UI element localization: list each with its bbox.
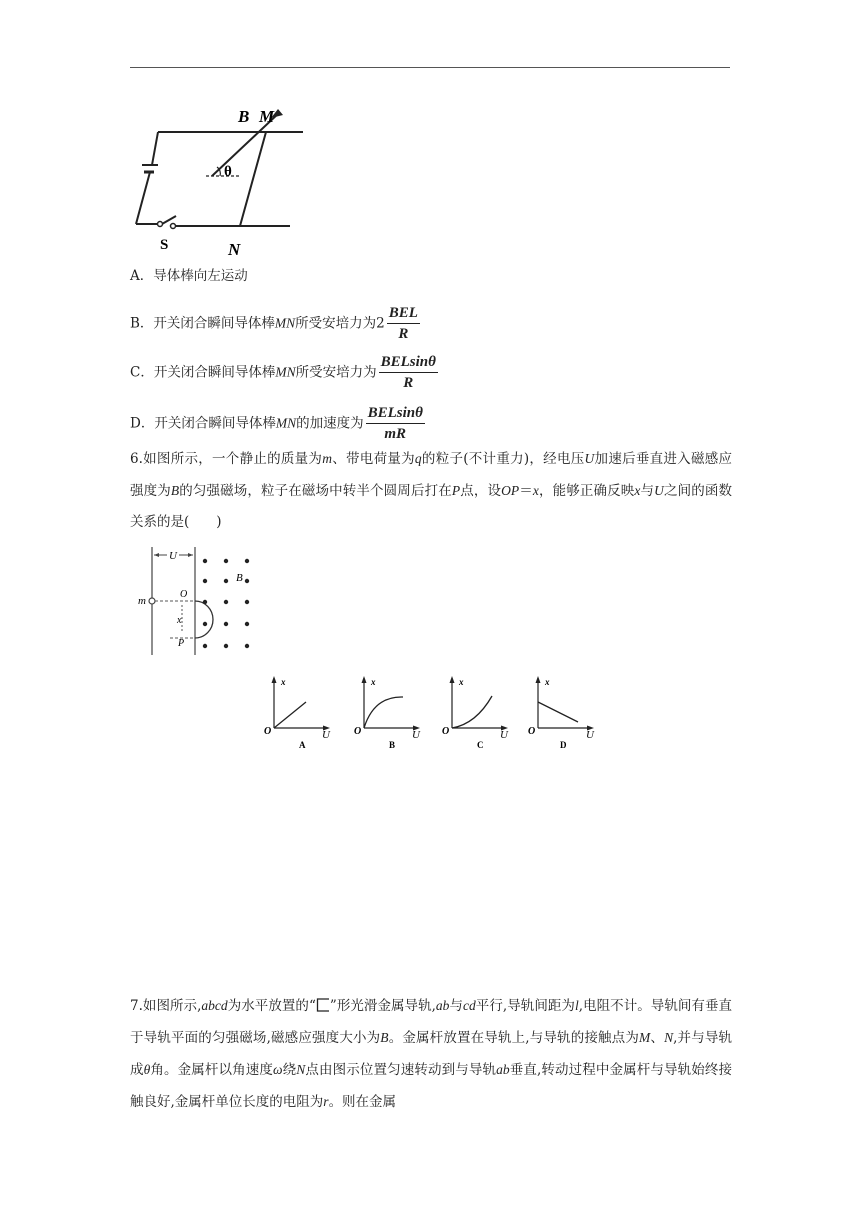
label-M: M [259,107,275,126]
svg-text:x: x [459,677,464,687]
curve-a [274,702,306,728]
graph-d [528,676,595,750]
svg-text:A: A [299,740,306,750]
svg-text:x: x [371,677,376,687]
q5-option-a: A．导体棒向左运动 [130,268,248,284]
label-O: O [180,589,188,600]
curve-b [364,697,403,728]
svg-text:O: O [354,726,362,737]
curve-d [538,702,578,722]
label-m: m [138,595,146,607]
rail-shape-icon [316,998,330,1012]
fraction-c: $\frac{\text{BELsinθ}}{R}$ [380,354,436,391]
graph-a [264,676,331,750]
circuit-figure [128,100,313,260]
answer-graphs [262,672,602,754]
graph-c [442,676,509,750]
svg-text:B: B [389,740,396,750]
q5-option-d: D．开关闭合瞬间导体棒MN的加速度为 $\frac{\text{BELsinθ}}{mR}$ [130,405,423,442]
curve-c [452,696,492,728]
particle [149,598,155,604]
question-6: 6.如图所示，一个静止的质量为m、带电荷量为q的粒子(不计重力)，经电压U加速后垂直进入磁感应强度为B的匀强磁场，粒子在磁场中转半个圆周后打在P点，设OP＝x，能够正确反映x与U之间的函数关系的是( ) [130,451,733,530]
label-B: B [236,572,243,584]
magnetic-field-figure [130,545,260,660]
svg-text:D: D [560,740,567,750]
svg-text:O: O [442,726,450,737]
svg-text:x: x [545,677,550,687]
q5-option-b: B．开关闭合瞬间导体棒MN所受安培力为2 $\frac{\text{BEL}}{R}$ [130,305,418,342]
semicircle-path [195,601,213,638]
label-S: S [160,237,169,253]
switch-blade [162,216,176,224]
q5-option-c: C．开关闭合瞬间导体棒MN所受安培力为 $\frac{\text{BELsinθ}}{R}$ [130,354,436,391]
svg-text:U: U [322,729,330,741]
label-x: x [177,615,182,626]
header-rule [130,67,730,68]
label-N: N [228,240,241,259]
fraction-d: $\frac{\text{BELsinθ}}{mR}$ [367,405,423,442]
label-U: U [169,550,177,562]
svg-text:U: U [586,729,594,741]
svg-text:O: O [528,726,536,737]
svg-text:U: U [412,729,420,741]
svg-text:C: C [477,740,484,750]
graph-b [354,676,421,750]
svg-text:x: x [281,677,286,687]
fraction-b: $\frac{\text{BEL}}{R}$ [388,305,418,342]
svg-text:O: O [264,726,272,737]
question-7: 7.如图所示,abcd为水平放置的“ ”形光滑金属导轨,ab与cd平行,导轨间距为l,电阻不计。导轨间有垂直于导轨平面的匀强磁场,磁感应强度大小为B。金属杆放置在导轨上,与导轨的接触点为M、N,并与导轨成θ角。金属杆以角速度ω绕N点由图示位置匀速转动到与导轨ab垂直,转动过程中金属杆与导轨始终接触良好,金属杆单位长度的电阻为r。则在金属 [130,998,733,1110]
label-P: P [178,638,185,649]
label-theta: θ [224,164,232,180]
svg-text:U: U [500,729,508,741]
label-B: B [238,107,250,126]
